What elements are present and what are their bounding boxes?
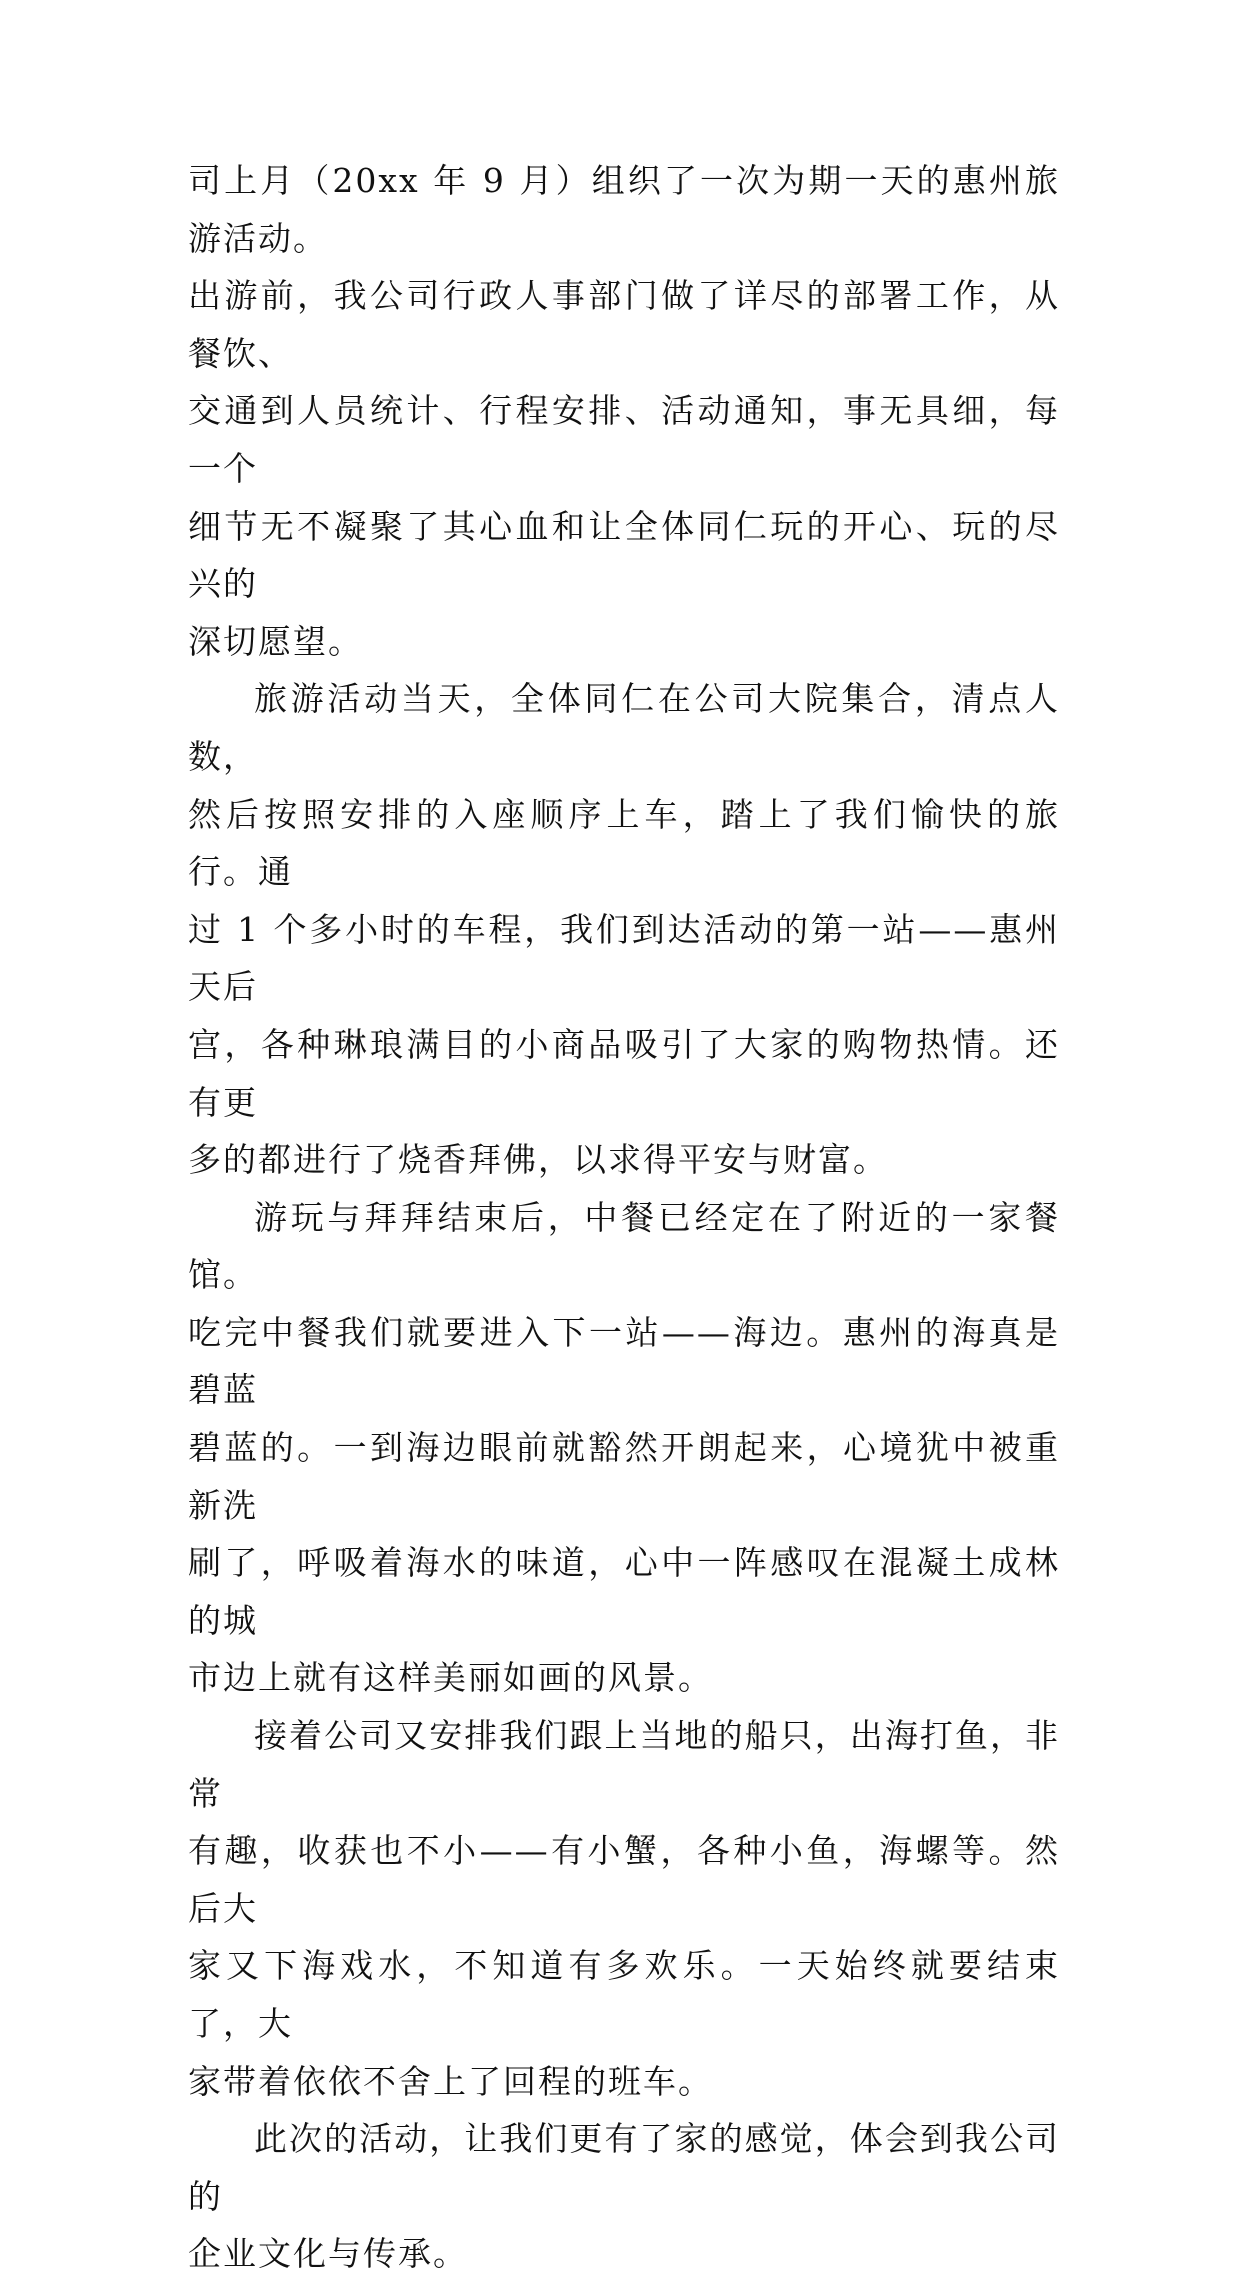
paragraph-3 xyxy=(188,1189,1060,1707)
text-line: 市边上就有这样美丽如画的风景。 xyxy=(188,1658,713,1698)
text-line: 旅游活动当天，全体同仁在公司大院集合，清点人数， xyxy=(188,679,1060,776)
text-line: 深切愿望。 xyxy=(188,621,363,661)
text-line: 刷了，呼吸着海水的味道，心中一阵感叹在混凝土成林的城 xyxy=(188,1543,1060,1640)
text-line: 司上月（20xx 年 9 月）组织了一次为期一天的惠州旅游活动。 xyxy=(188,161,1060,258)
text-line: 此次的活动，让我们更有了家的感觉，体会到我公司的 xyxy=(188,2119,1060,2216)
text-line: 多的都进行了烧香拜佛，以求得平安与财富。 xyxy=(188,1140,888,1180)
text-line: 企业文化与传承。 xyxy=(188,2234,468,2274)
text-line: 家又下海戏水，不知道有多欢乐。一天始终就要结束了，大 xyxy=(188,1946,1060,2043)
paragraph-1 xyxy=(188,152,1060,670)
text-line: 出游前，我公司行政人事部门做了详尽的部署工作，从餐饮、 xyxy=(188,276,1060,373)
text-line: 吃完中餐我们就要进入下一站——海边。惠州的海真是碧蓝 xyxy=(188,1312,1060,1410)
text-line: 碧蓝的。一到海边眼前就豁然开朗起来，心境犹中被重新洗 xyxy=(188,1428,1060,1525)
paragraph-2 xyxy=(188,670,1060,1188)
text-line: 接着公司又安排我们跟上当地的船只，出海打鱼，非常 xyxy=(188,1716,1060,1813)
paragraph-4 xyxy=(188,1707,1060,2110)
text-line: 交通到人员统计、行程安排、活动通知，事无具细，每一个 xyxy=(188,391,1060,488)
document-body xyxy=(188,152,1060,2283)
text-line: 有趣，收获也不小——有小蟹，各种小鱼，海螺等。然后大 xyxy=(188,1831,1060,1928)
paragraph-5 xyxy=(188,2110,1060,2283)
text-line: 然后按照安排的入座顺序上车，踏上了我们愉快的旅行。通 xyxy=(188,794,1060,892)
text-line: 家带着依依不舍上了回程的班车。 xyxy=(188,2061,713,2101)
text-line: 宫，各种琳琅满目的小商品吸引了大家的购物热情。还有更 xyxy=(188,1024,1060,1122)
text-line: 细节无不凝聚了其心血和让全体同仁玩的开心、玩的尽兴的 xyxy=(188,506,1060,604)
text-line: 过 1 个多小时的车程，我们到达活动的第一站——惠州天后 xyxy=(188,909,1060,1007)
text-line: 游玩与拜拜结束后，中餐已经定在了附近的一家餐馆。 xyxy=(188,1197,1060,1295)
